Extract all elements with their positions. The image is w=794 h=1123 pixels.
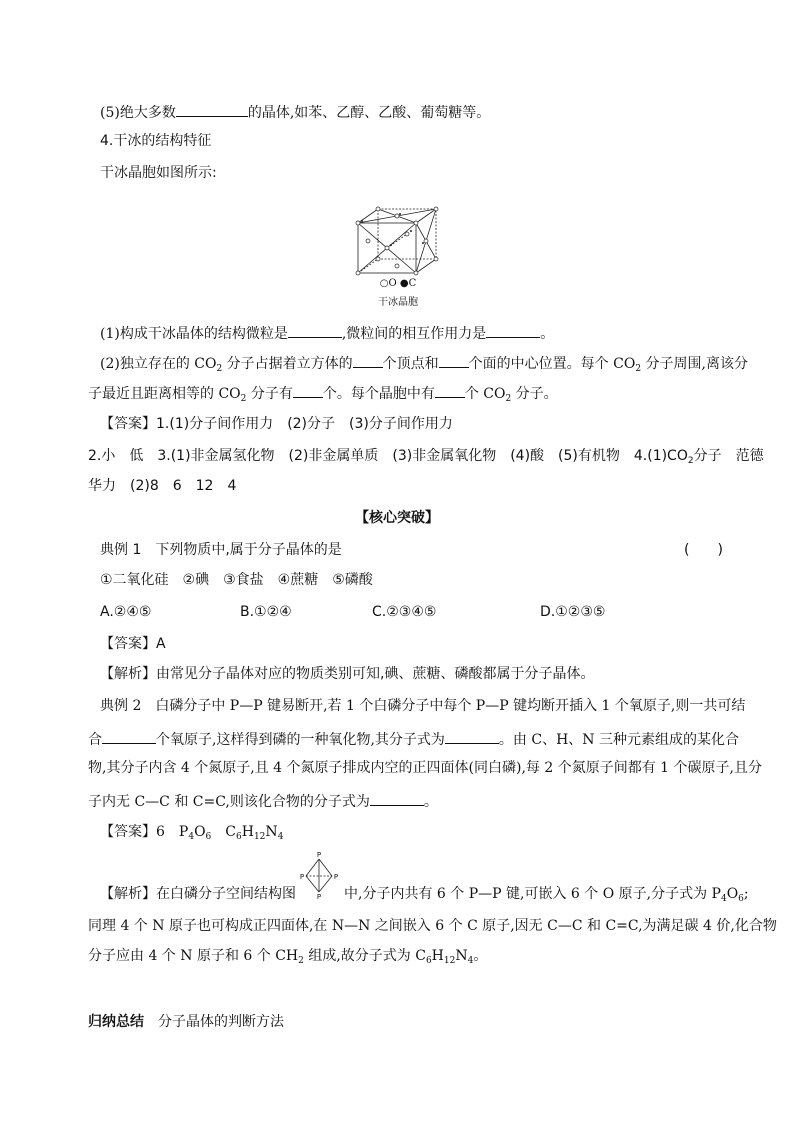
- example-2-line-3: 物,其分子内含 4 个氮原子,且 4 个氮原子排成内空的正四面体(同白磷),每 2 个氮原子间都有 1 个碳原子,且分: [88, 760, 762, 776]
- explanation-text: 分子应由 4 个 N 原子和 6 个 CH: [88, 948, 299, 964]
- question-2-line-1: [100, 352, 748, 376]
- q2-text: 个 CO: [464, 386, 506, 402]
- legend-o-label: O: [388, 278, 397, 289]
- summary-text: 分子晶体的判断方法: [158, 1014, 284, 1030]
- subscript: 2: [687, 456, 694, 466]
- example-2-line-4: [88, 790, 438, 812]
- example-2-text: 。: [423, 794, 438, 810]
- answer-text: C: [211, 824, 236, 840]
- figure-intro: 干冰晶胞如图所示:: [100, 165, 217, 181]
- explanation-label: 【解析】: [100, 666, 156, 682]
- item-5-text-end: 的晶体,如苯、乙醇、乙酸、葡萄糖等。: [247, 105, 491, 121]
- blank: [445, 728, 499, 744]
- explanation-text: O: [726, 886, 739, 902]
- q2-text: 个面的中心位置。每个 CO: [468, 356, 636, 372]
- item-5: [100, 101, 490, 123]
- answer-label: 【答案】: [100, 416, 156, 432]
- legend-c-label: C: [408, 278, 417, 289]
- subscript: 12: [443, 956, 456, 966]
- explanation-text: 在白磷分子空间结构图: [156, 886, 296, 902]
- q2-text: 个顶点和: [382, 356, 439, 372]
- heading-4: 4.干冰的结构特征: [100, 133, 212, 149]
- answer-line-3: 华力 (2)8 6 12 4: [88, 478, 237, 494]
- answer-text: N: [265, 824, 278, 840]
- option-d: D.①②③⑤: [540, 604, 606, 620]
- explanation-text: 由常见分子晶体对应的物质类别可知,碘、蔗糖、磷酸都属于分子晶体。: [156, 666, 595, 682]
- explanation-text: H: [431, 948, 444, 964]
- blank: [439, 352, 469, 368]
- answer-text: 6 P: [156, 824, 189, 840]
- answer-text: O: [194, 824, 206, 840]
- figure-legend: [350, 278, 446, 289]
- summary-label: 归纳总结: [88, 1014, 144, 1030]
- subscript: 6: [205, 832, 212, 842]
- subscript: 4: [277, 832, 284, 842]
- figure-caption: 干冰晶胞: [378, 297, 418, 308]
- summary-heading: [88, 1012, 284, 1032]
- option-a: A.②④⑤: [100, 604, 152, 620]
- blank: [293, 382, 323, 398]
- answer-text: H: [241, 824, 254, 840]
- question-2-line-2: [88, 382, 558, 406]
- explanation-2-line-2: 同理 4 个 N 原子也可构成正四面体,在 N—N 之间嵌入 6 个 C 原子,因无 C—C 和 C=C,为满足碳 4 价,化合物: [88, 918, 777, 934]
- subscript: 2: [505, 394, 512, 404]
- subscript: 2: [635, 364, 642, 374]
- legend-o-marker: ○: [379, 278, 389, 289]
- answer-text: 分子 范德: [693, 448, 764, 464]
- p-atom-label: P: [316, 851, 322, 859]
- explanation-2-line-3: [88, 946, 487, 968]
- example-2-line-2: [88, 728, 739, 750]
- example-2-text: 个氧原子,这样得到磷的一种氧化物,其分子式为: [156, 732, 445, 748]
- example-2-text: 子内无 C—C 和 C=C,则该化合物的分子式为: [88, 794, 370, 810]
- explanation-text: 。: [473, 948, 488, 964]
- answer-block-2: [100, 634, 166, 654]
- option-b: B.①②④: [240, 604, 292, 620]
- answer-block-1: [100, 414, 453, 434]
- subscript: 2: [240, 394, 247, 404]
- q2-text: 分子有: [246, 386, 293, 402]
- subscript: 6: [425, 956, 432, 966]
- q2-text: 分子。: [511, 386, 558, 402]
- subscript: 4: [188, 832, 195, 842]
- example-1-items: ①二氧化硅 ②碘 ③食盐 ④蔗糖 ⑤磷酸: [100, 572, 373, 588]
- answer-label: 【答案】: [100, 636, 156, 652]
- answer-line-2: [88, 446, 764, 468]
- subscript: 6: [236, 832, 242, 842]
- legend-c-marker: ●: [399, 278, 409, 289]
- explanation-1: [100, 664, 594, 684]
- blank: [435, 382, 465, 398]
- example-1-text: 典例 1 下列物质中,属于分子晶体的是: [100, 542, 342, 558]
- blank: [102, 728, 156, 744]
- p-atom-label: P: [333, 873, 339, 881]
- q2-text: 分子占据着立方体的: [222, 356, 353, 372]
- answer-text: 1.(1)分子间作用力 (2)分子 (3)分子间作用力: [156, 416, 453, 432]
- item-5-text: (5)绝大多数: [100, 105, 176, 121]
- subscript: 12: [253, 832, 266, 842]
- subscript: 6: [738, 894, 744, 904]
- question-1: [100, 322, 554, 344]
- subscript: 2: [216, 364, 223, 374]
- example-1-question: [100, 540, 342, 560]
- subscript: 4: [720, 894, 727, 904]
- explanation-text: ;: [743, 886, 749, 902]
- example-2-text: 合: [88, 732, 102, 748]
- p-atom-label: P: [299, 873, 305, 881]
- blank: [288, 322, 342, 338]
- example-2-line-1: 典例 2 白磷分子中 P—P 键易断开,若 1 个白磷分子中每个 P—P 键均断开插入 1 个氧原子,则一共可结: [100, 698, 746, 714]
- example-2-text: 。由 C、H、N 三种元素组成的某化合: [498, 732, 739, 748]
- blank: [370, 790, 424, 806]
- q2-text: 分子周围,离该分: [641, 356, 748, 372]
- q2-text: 子最近且距离相等的 CO: [88, 386, 241, 402]
- answer-paren: ( ): [684, 542, 723, 558]
- answer-value: A: [156, 636, 166, 652]
- q1-text-mid: ,微粒间的相互作用力是: [341, 326, 487, 342]
- q1-text: (1)构成干冰晶体的结构微粒是: [100, 326, 288, 342]
- answer-text: 2.小 低 3.(1)非金属氢化物 (2)非金属单质 (3)非金属氧化物 (4)酸 (5)有机物 4.(1)CO: [88, 448, 688, 464]
- blank: [176, 101, 248, 117]
- explanation-text: 中,分子内共有 6 个 P—P 键,可嵌入 6 个 O 原子,分子式为 P: [344, 886, 721, 902]
- section-title: 【核心突破】: [355, 510, 439, 526]
- answer-block-3: [100, 822, 283, 844]
- p-atom-label: P: [316, 893, 322, 900]
- blank: [353, 352, 383, 368]
- explanation-text: N: [455, 948, 468, 964]
- blank: [486, 322, 540, 338]
- answer-label: 【答案】: [100, 824, 156, 840]
- dry-ice-unit-cell-diagram: [350, 205, 446, 277]
- explanation-label: 【解析】: [100, 886, 156, 902]
- q2-text: 个。每个晶胞中有: [322, 386, 435, 402]
- explanation-text: 组成,故分子式为 C: [303, 948, 426, 964]
- explanation-2-line-1: [100, 884, 749, 906]
- subscript: 2: [298, 956, 304, 966]
- q1-text-end: 。: [540, 326, 555, 342]
- subscript: 4: [467, 956, 474, 966]
- q2-text: (2)独立存在的 CO: [100, 356, 217, 372]
- option-c: C.②③④⑤: [372, 604, 437, 620]
